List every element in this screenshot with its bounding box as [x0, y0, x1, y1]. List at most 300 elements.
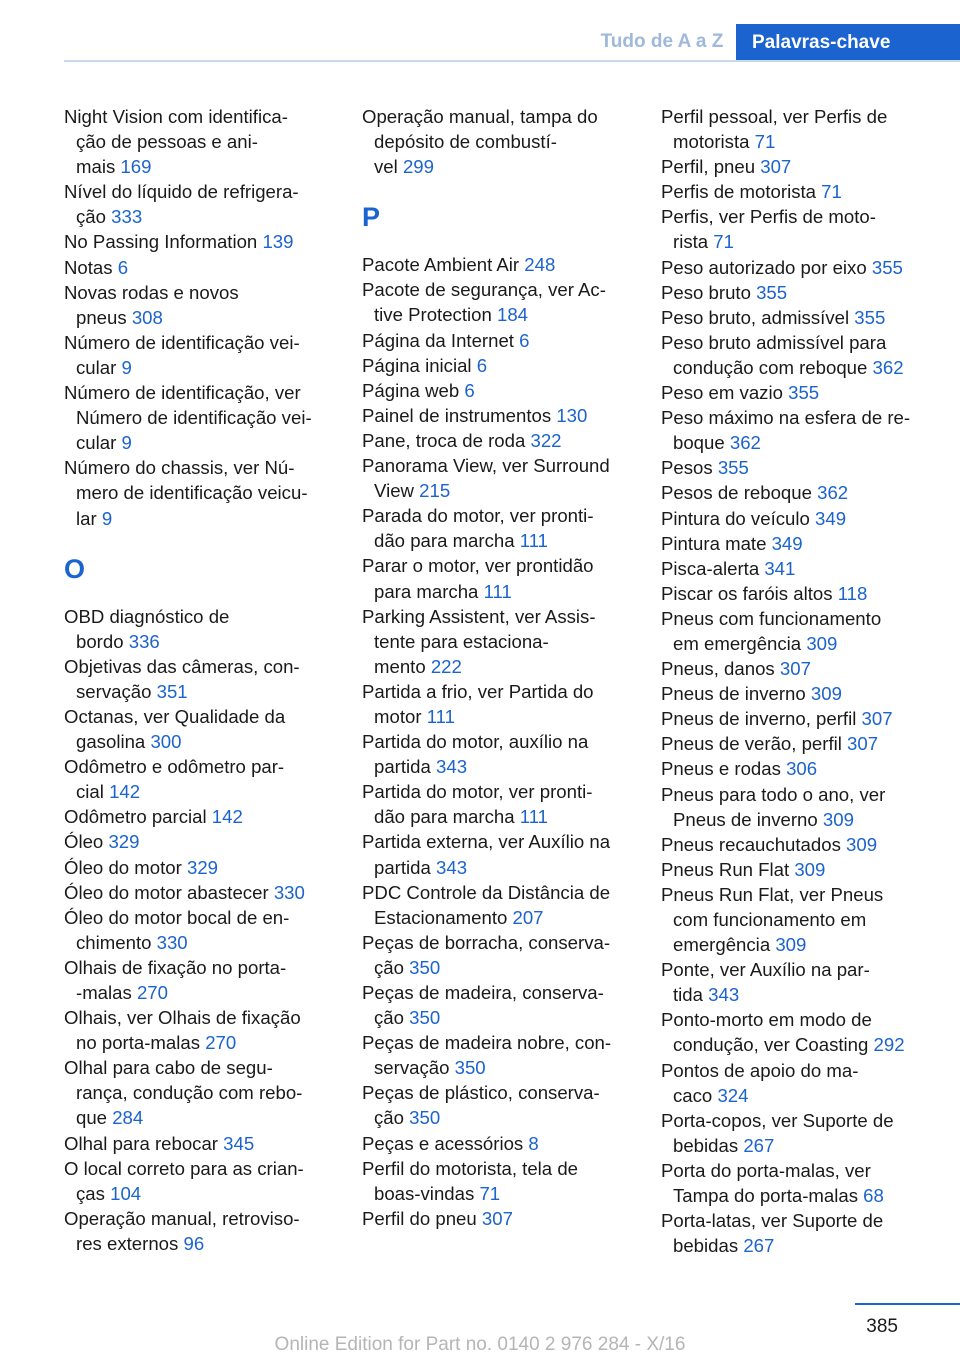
page-reference-link[interactable]: 6 [117, 256, 129, 278]
index-entry-text: ção [76, 206, 112, 228]
page-reference-link[interactable]: 8 [528, 1132, 539, 1154]
index-entry-text: Partida a frio, ver Partida do [362, 680, 594, 702]
index-entry [661, 480, 931, 505]
page-reference-link[interactable]: 248 [524, 254, 556, 276]
index-entry-line [661, 656, 931, 681]
index-entry-line [362, 654, 630, 679]
page-reference-link[interactable]: 330 [273, 881, 305, 903]
index-entry [661, 405, 931, 455]
index-entry-text: Olhais, ver Olhais de fixação [64, 1007, 301, 1029]
index-entry-text: No Passing Information [64, 231, 263, 253]
index-entry-text: Peso bruto admissível para [661, 331, 887, 353]
index-entry-line [64, 779, 332, 804]
page-reference-link[interactable]: 350 [409, 956, 441, 978]
index-entry-line [362, 1105, 630, 1130]
index-entry-line [362, 930, 630, 955]
index-entry [362, 1080, 630, 1130]
index-entry-text: que [76, 1107, 113, 1129]
page-reference-link[interactable]: 307 [861, 708, 893, 730]
index-entry-line [661, 355, 931, 380]
index-entry [64, 804, 332, 829]
index-entry [64, 1005, 332, 1055]
index-entry-line [661, 104, 931, 129]
index-entry-line [64, 1206, 332, 1231]
page-reference-link[interactable]: 284 [112, 1107, 144, 1129]
index-entry-line [661, 1083, 931, 1108]
index-entry [661, 154, 931, 179]
index-entry-line [661, 1108, 931, 1133]
index-entry-text: Peças e acessórios [362, 1132, 529, 1154]
index-entry-text: OBD diagnóstico de [64, 605, 230, 627]
page-reference-link[interactable]: 329 [186, 856, 219, 878]
page-reference-link[interactable]: 355 [756, 281, 788, 303]
page-reference-link[interactable]: 270 [205, 1032, 237, 1054]
index-entry-line [661, 907, 931, 932]
index-entry-line [362, 1005, 630, 1030]
index-entry [362, 829, 630, 879]
index-entry-line [362, 955, 630, 980]
page-reference-link[interactable]: 292 [873, 1034, 905, 1056]
index-entry [64, 654, 332, 704]
index-entry-line [362, 855, 630, 880]
index-entry-text: Operação manual, retroviso- [64, 1207, 300, 1229]
page-reference-link[interactable]: 111 [483, 580, 512, 602]
page-reference-link[interactable]: 270 [136, 982, 168, 1003]
page-reference-link[interactable]: 142 [109, 781, 141, 803]
index-entry-text: Piscar os faróis altos [661, 582, 838, 604]
index-entry-text: Pneus de inverno, perfil [661, 708, 862, 730]
index-entry [64, 955, 332, 1005]
page-reference-link[interactable]: 349 [815, 507, 847, 529]
page-reference-link[interactable]: 309 [810, 683, 842, 705]
page-reference-link[interactable]: 355 [788, 382, 820, 404]
index-entry-line [661, 932, 931, 957]
page-reference-link[interactable]: 6 [519, 329, 530, 351]
index-entry-text: Partida do motor, ver pronti- [362, 781, 593, 803]
index-entry-text: Peso autorizado por eixo [661, 256, 872, 278]
page-reference-link[interactable]: 267 [743, 1134, 775, 1156]
page-reference-link[interactable]: 309 [794, 858, 826, 880]
page-reference-link[interactable]: 336 [128, 630, 160, 652]
index-entry-text: Pintura mate [661, 532, 772, 554]
index-entry-text: Notas [64, 256, 118, 278]
index-entry-line [362, 604, 630, 629]
index-entry-text: dão para marcha [374, 806, 520, 828]
page-reference-link[interactable]: 362 [817, 482, 849, 504]
page-reference-link[interactable]: 362 [729, 432, 761, 454]
index-entry-text: Perfil, pneu [661, 156, 761, 178]
index-entry-text: Pneus e rodas [661, 758, 787, 780]
index-entry-line [661, 982, 931, 1007]
page-reference-link[interactable]: 343 [708, 984, 740, 1006]
index-entry [64, 880, 332, 905]
page-reference-link[interactable]: 333 [111, 206, 143, 228]
page-reference-link[interactable]: 299 [402, 156, 434, 178]
index-entry-line [661, 857, 931, 882]
page-reference-link[interactable]: 350 [409, 1107, 441, 1129]
page-reference-link[interactable]: 96 [183, 1232, 205, 1254]
index-entry-text: Número de identificação vei- [76, 407, 312, 429]
index-entry-text: vel [374, 156, 403, 178]
index-entry-line [362, 428, 630, 453]
index-entry [661, 782, 931, 832]
index-entry-line [661, 1133, 931, 1158]
index-entry [64, 604, 332, 654]
index-entry [661, 506, 931, 531]
index-entry-line [362, 478, 630, 503]
index-entry-line [362, 277, 630, 302]
index-entry-text: Odômetro parcial [64, 806, 212, 828]
index-entry-line [64, 955, 332, 980]
index-entry [661, 731, 931, 756]
index-entry-line [362, 829, 630, 854]
index-entry-text: Pneus, danos [661, 658, 780, 680]
index-entry-line [64, 980, 332, 1005]
index-entry-text: Pesos de reboque [661, 482, 818, 504]
page-reference-link[interactable]: 309 [806, 632, 838, 654]
index-entry [362, 930, 630, 980]
page-reference-link[interactable]: 71 [754, 131, 776, 153]
index-entry-text: Peso bruto [661, 281, 757, 303]
index-entry-text: Painel de instrumentos [362, 404, 557, 426]
index-entry-line [64, 880, 332, 905]
index-entry-line [661, 154, 931, 179]
index-entry-text: Porta-copos, ver Suporte de [661, 1109, 894, 1131]
index-entry-line [362, 378, 630, 403]
page-reference-link[interactable]: 362 [872, 356, 904, 378]
index-entry-line [362, 1206, 630, 1231]
index-entry [661, 706, 931, 731]
page-reference-link[interactable]: 351 [156, 680, 188, 702]
index-entry-text: Pneus de inverno [661, 683, 811, 705]
index-entry-line [64, 204, 332, 229]
index-entry [362, 679, 630, 729]
index-entry [661, 380, 931, 405]
index-entry-text: Perfil do motorista, tela de [362, 1157, 578, 1179]
index-entry-line [362, 579, 630, 604]
section-letter: P [362, 202, 381, 233]
index-entry-line [661, 957, 931, 982]
index-entry-text: Porta do porta-malas, ver [661, 1159, 871, 1181]
index-entry [661, 455, 931, 480]
index-entry-line [64, 1055, 332, 1080]
index-entry-text: ção [374, 1107, 410, 1129]
page-reference-link[interactable]: 68 [863, 1185, 884, 1207]
page-reference-link[interactable]: 169 [120, 156, 152, 178]
index-entry-line [362, 905, 630, 930]
index-entry-line [661, 255, 931, 280]
index-entry-line [661, 1058, 931, 1083]
index-entry-text: tive Protection [374, 304, 497, 326]
index-column-3 [661, 104, 931, 1258]
index-entry-text: Óleo do motor bocal de en- [64, 906, 290, 928]
index-entry-line [64, 506, 332, 531]
page-reference-link[interactable]: 349 [771, 532, 803, 554]
index-entry-text: ção de pessoas e ani- [76, 131, 258, 153]
index-entry [661, 756, 931, 781]
index-entry-line [64, 355, 332, 380]
index-entry [64, 855, 332, 880]
index-entry-line [64, 604, 332, 629]
index-entry-text: pneus [76, 306, 132, 328]
index-entry [661, 957, 931, 1007]
section-letter: O [64, 553, 86, 584]
index-entry [661, 1007, 931, 1057]
index-entry-line [661, 1032, 931, 1057]
index-entry-line [661, 681, 931, 706]
index-entry-line [64, 930, 332, 955]
page-reference-link[interactable]: 307 [847, 733, 879, 755]
index-entry-text: mero de identificação veicu- [76, 482, 308, 504]
page-reference-link[interactable]: 267 [743, 1235, 775, 1257]
index-entry-text: mento [374, 655, 431, 677]
index-entry-text: Ponte, ver Auxílio na par- [661, 959, 870, 981]
index-entry [661, 204, 931, 254]
page-reference-link[interactable]: 330 [156, 931, 188, 953]
index-entry-line [362, 704, 630, 729]
index-entry [362, 453, 630, 503]
index-entry-text: Pneus de inverno [673, 808, 823, 830]
index-entry-text: Night Vision com identifica- [64, 106, 288, 127]
index-entry-line [661, 882, 931, 907]
page-reference-link[interactable]: 308 [131, 306, 163, 328]
page-reference-link[interactable]: 324 [717, 1084, 749, 1106]
index-entry-text: Número de identificação, ver [64, 382, 301, 404]
index-entry-text: Peças de madeira, conserva- [362, 982, 604, 1003]
index-entry-line [362, 104, 630, 129]
index-entry-line [64, 455, 332, 480]
index-entry-line [661, 480, 931, 505]
page-reference-link[interactable]: 6 [476, 354, 488, 376]
index-entry-text: Panorama View, ver Surround [362, 455, 610, 477]
index-entry-line [661, 380, 931, 405]
index-column-2 [362, 104, 630, 1231]
index-entry-line [362, 629, 630, 654]
page-reference-link[interactable]: 9 [121, 432, 132, 454]
index-entry-line [362, 328, 630, 353]
page-reference-link[interactable]: 300 [150, 731, 182, 753]
index-entry-line [661, 1208, 931, 1233]
page-reference-link[interactable]: 111 [519, 806, 549, 828]
index-entry-line [64, 1131, 332, 1156]
index-entry-line [362, 980, 630, 1005]
index-entry [661, 606, 931, 656]
index-entry [362, 378, 630, 403]
page-reference-link[interactable]: 307 [760, 156, 792, 178]
section-tab[interactable]: Tudo de A a Z [600, 31, 724, 52]
index-entry-text: Peso máximo na esfera de re- [661, 407, 911, 429]
index-entry-line [661, 1233, 931, 1258]
index-entry-text: partida [374, 756, 437, 778]
index-entry [661, 832, 931, 857]
index-entry-line [362, 1156, 630, 1181]
index-entry [64, 255, 332, 280]
index-entry-text: Olhal para rebocar [64, 1132, 224, 1154]
page-reference-link[interactable]: 341 [764, 557, 796, 579]
index-entry-line [661, 455, 931, 480]
page-reference-link[interactable]: 130 [556, 404, 588, 426]
index-entry-text: Operação manual, tampa do [362, 106, 598, 127]
index-entry-line [661, 204, 931, 229]
page-reference-link[interactable]: 306 [786, 758, 818, 780]
index-entry-line [64, 1156, 332, 1181]
index-entry [661, 1058, 931, 1108]
index-entry-line [64, 704, 332, 729]
page-reference-link[interactable]: 355 [871, 256, 903, 278]
page-reference-link[interactable]: 71 [479, 1182, 501, 1204]
index-entry [661, 556, 931, 581]
index-entry-line [661, 506, 931, 531]
index-entry-text: cial [76, 781, 110, 803]
index-entry [64, 1131, 332, 1156]
page-reference-link[interactable]: 343 [436, 856, 468, 878]
index-entry-line [661, 305, 931, 330]
index-entry-text: Pneus Run Flat [661, 858, 795, 880]
index-entry-line [64, 229, 332, 254]
index-entry-text: Olhal para cabo de segu- [64, 1057, 273, 1079]
index-entry-line [64, 1030, 332, 1055]
index-entry-line [64, 255, 332, 280]
index-entry-line [362, 880, 630, 905]
page-reference-link[interactable]: 9 [121, 356, 132, 378]
index-entry-text: Página web [362, 379, 465, 401]
page-reference-link[interactable]: 71 [821, 181, 842, 203]
page-reference-link[interactable]: 309 [822, 808, 854, 830]
index-entry-text: Peças de borracha, conserva- [362, 931, 611, 953]
index-entry-text: Pintura do veículo [661, 507, 816, 529]
index-entry-line [64, 729, 332, 754]
index-entry [661, 104, 931, 154]
index-entry-line [64, 629, 332, 654]
index-entry-line [64, 154, 332, 179]
index-entry-text: tente para estaciona- [374, 630, 549, 652]
index-entry-line [661, 807, 931, 832]
page-reference-link[interactable]: 111 [426, 705, 455, 727]
index-entry-line [661, 430, 931, 455]
page-reference-link[interactable]: 309 [846, 833, 878, 855]
index-entry-line [661, 405, 931, 430]
index-entry-text: Pane, troca de roda [362, 429, 531, 451]
index-entry-text: Peso em vazio [661, 382, 789, 404]
index-entry-text: emergência [673, 934, 776, 956]
index-entry-line [64, 754, 332, 779]
index-entry [64, 104, 332, 179]
index-entry-text: lar [76, 507, 102, 529]
index-entry-line [64, 330, 332, 355]
index-entry-text: Odômetro e odômetro par- [64, 756, 285, 778]
index-entry-line [362, 1030, 630, 1055]
page-reference-link[interactable]: 355 [717, 457, 749, 479]
index-entry-text: Olhais de fixação no porta- [64, 956, 287, 978]
index-entry-text: no porta-malas [76, 1032, 206, 1054]
index-entry-line [362, 553, 630, 578]
index-entry-line [362, 154, 630, 179]
index-entry-text: Partida do motor, auxílio na [362, 731, 589, 753]
index-entry [362, 553, 630, 603]
index-entry-text: Perfil do pneu [362, 1207, 482, 1229]
index-entry-text: View [374, 480, 420, 502]
index-entry-line [362, 503, 630, 528]
page-reference-link[interactable]: 307 [481, 1207, 513, 1229]
page-reference-link[interactable]: 343 [436, 756, 468, 778]
page-reference-link[interactable]: 139 [262, 231, 294, 253]
page-number: 385 [866, 1316, 898, 1337]
index-entry-text: depósito de combustí- [374, 131, 557, 153]
index-entry-text: bordo [76, 630, 129, 652]
page-reference-link[interactable]: 6 [464, 379, 475, 401]
page-reference-link[interactable]: 71 [713, 231, 734, 253]
index-entry-line [661, 782, 931, 807]
index-entry [661, 857, 931, 882]
index-entry-line [64, 104, 332, 129]
index-entry-text: motor [374, 705, 427, 727]
index-entry-text: ças [76, 1182, 111, 1204]
index-entry-line [64, 1005, 332, 1030]
index-entry [362, 403, 630, 428]
page-reference-link[interactable]: 309 [775, 934, 807, 956]
index-entry [661, 581, 931, 606]
index-entry [64, 1055, 332, 1130]
page-reference-link[interactable]: 184 [496, 304, 529, 326]
index-entry-text: Pneus para todo o ano, ver [661, 783, 886, 805]
page-reference-link[interactable]: 142 [211, 806, 243, 828]
index-entry-text: com funcionamento em [673, 909, 867, 930]
index-entry [661, 656, 931, 681]
index-entry-line [661, 706, 931, 731]
index-entry-text: ção [374, 1007, 410, 1029]
index-entry-line [661, 280, 931, 305]
page-reference-link[interactable]: 104 [110, 1182, 142, 1204]
index-entry-text: condução, ver Coasting [673, 1034, 874, 1056]
index-entry-text: tida [673, 984, 709, 1006]
index-entry-text: Perfis, ver Perfis de moto- [661, 206, 876, 228]
page-reference-link[interactable]: 307 [779, 658, 811, 680]
page-reference-link[interactable]: 345 [223, 1132, 255, 1154]
index-entry-text: bebidas [673, 1235, 744, 1257]
index-entry-line [64, 1181, 332, 1206]
page-reference-link[interactable]: 355 [854, 306, 886, 328]
index-entry-line [661, 531, 931, 556]
page-reference-link[interactable]: 118 [837, 582, 868, 604]
index-entry [64, 229, 332, 254]
page-reference-link[interactable]: 329 [108, 831, 140, 853]
page-reference-link[interactable]: 350 [454, 1057, 486, 1079]
index-entry-line [64, 679, 332, 704]
index-entry [661, 1108, 931, 1158]
page-reference-link[interactable]: 215 [419, 480, 451, 502]
page-reference-link[interactable]: 207 [512, 906, 544, 928]
page-reference-link[interactable]: 350 [409, 1007, 441, 1029]
active-tab[interactable]: Palavras-chave [736, 24, 960, 62]
index-entry-line [64, 430, 332, 455]
index-entry-line [362, 679, 630, 704]
index-entry-line [362, 403, 630, 428]
index-entry-text: dão para marcha [374, 530, 520, 552]
page-reference-link[interactable]: 9 [101, 507, 113, 529]
index-entry-line [362, 1131, 630, 1156]
page-reference-link[interactable]: 222 [430, 655, 462, 677]
index-entry-text: Pneus recauchutados [661, 833, 847, 855]
index-entry [661, 531, 931, 556]
index-entry-text: mais [76, 156, 121, 178]
index-entry-text: rança, condução com rebo- [76, 1082, 303, 1104]
index-entry-line [64, 405, 332, 430]
page-reference-link[interactable]: 322 [530, 429, 562, 451]
index-entry-line [64, 1105, 332, 1130]
page-reference-link[interactable]: 111 [519, 530, 549, 552]
index-entry-line [661, 731, 931, 756]
index-entry-text: PDC Controle da Distância de [362, 881, 611, 903]
